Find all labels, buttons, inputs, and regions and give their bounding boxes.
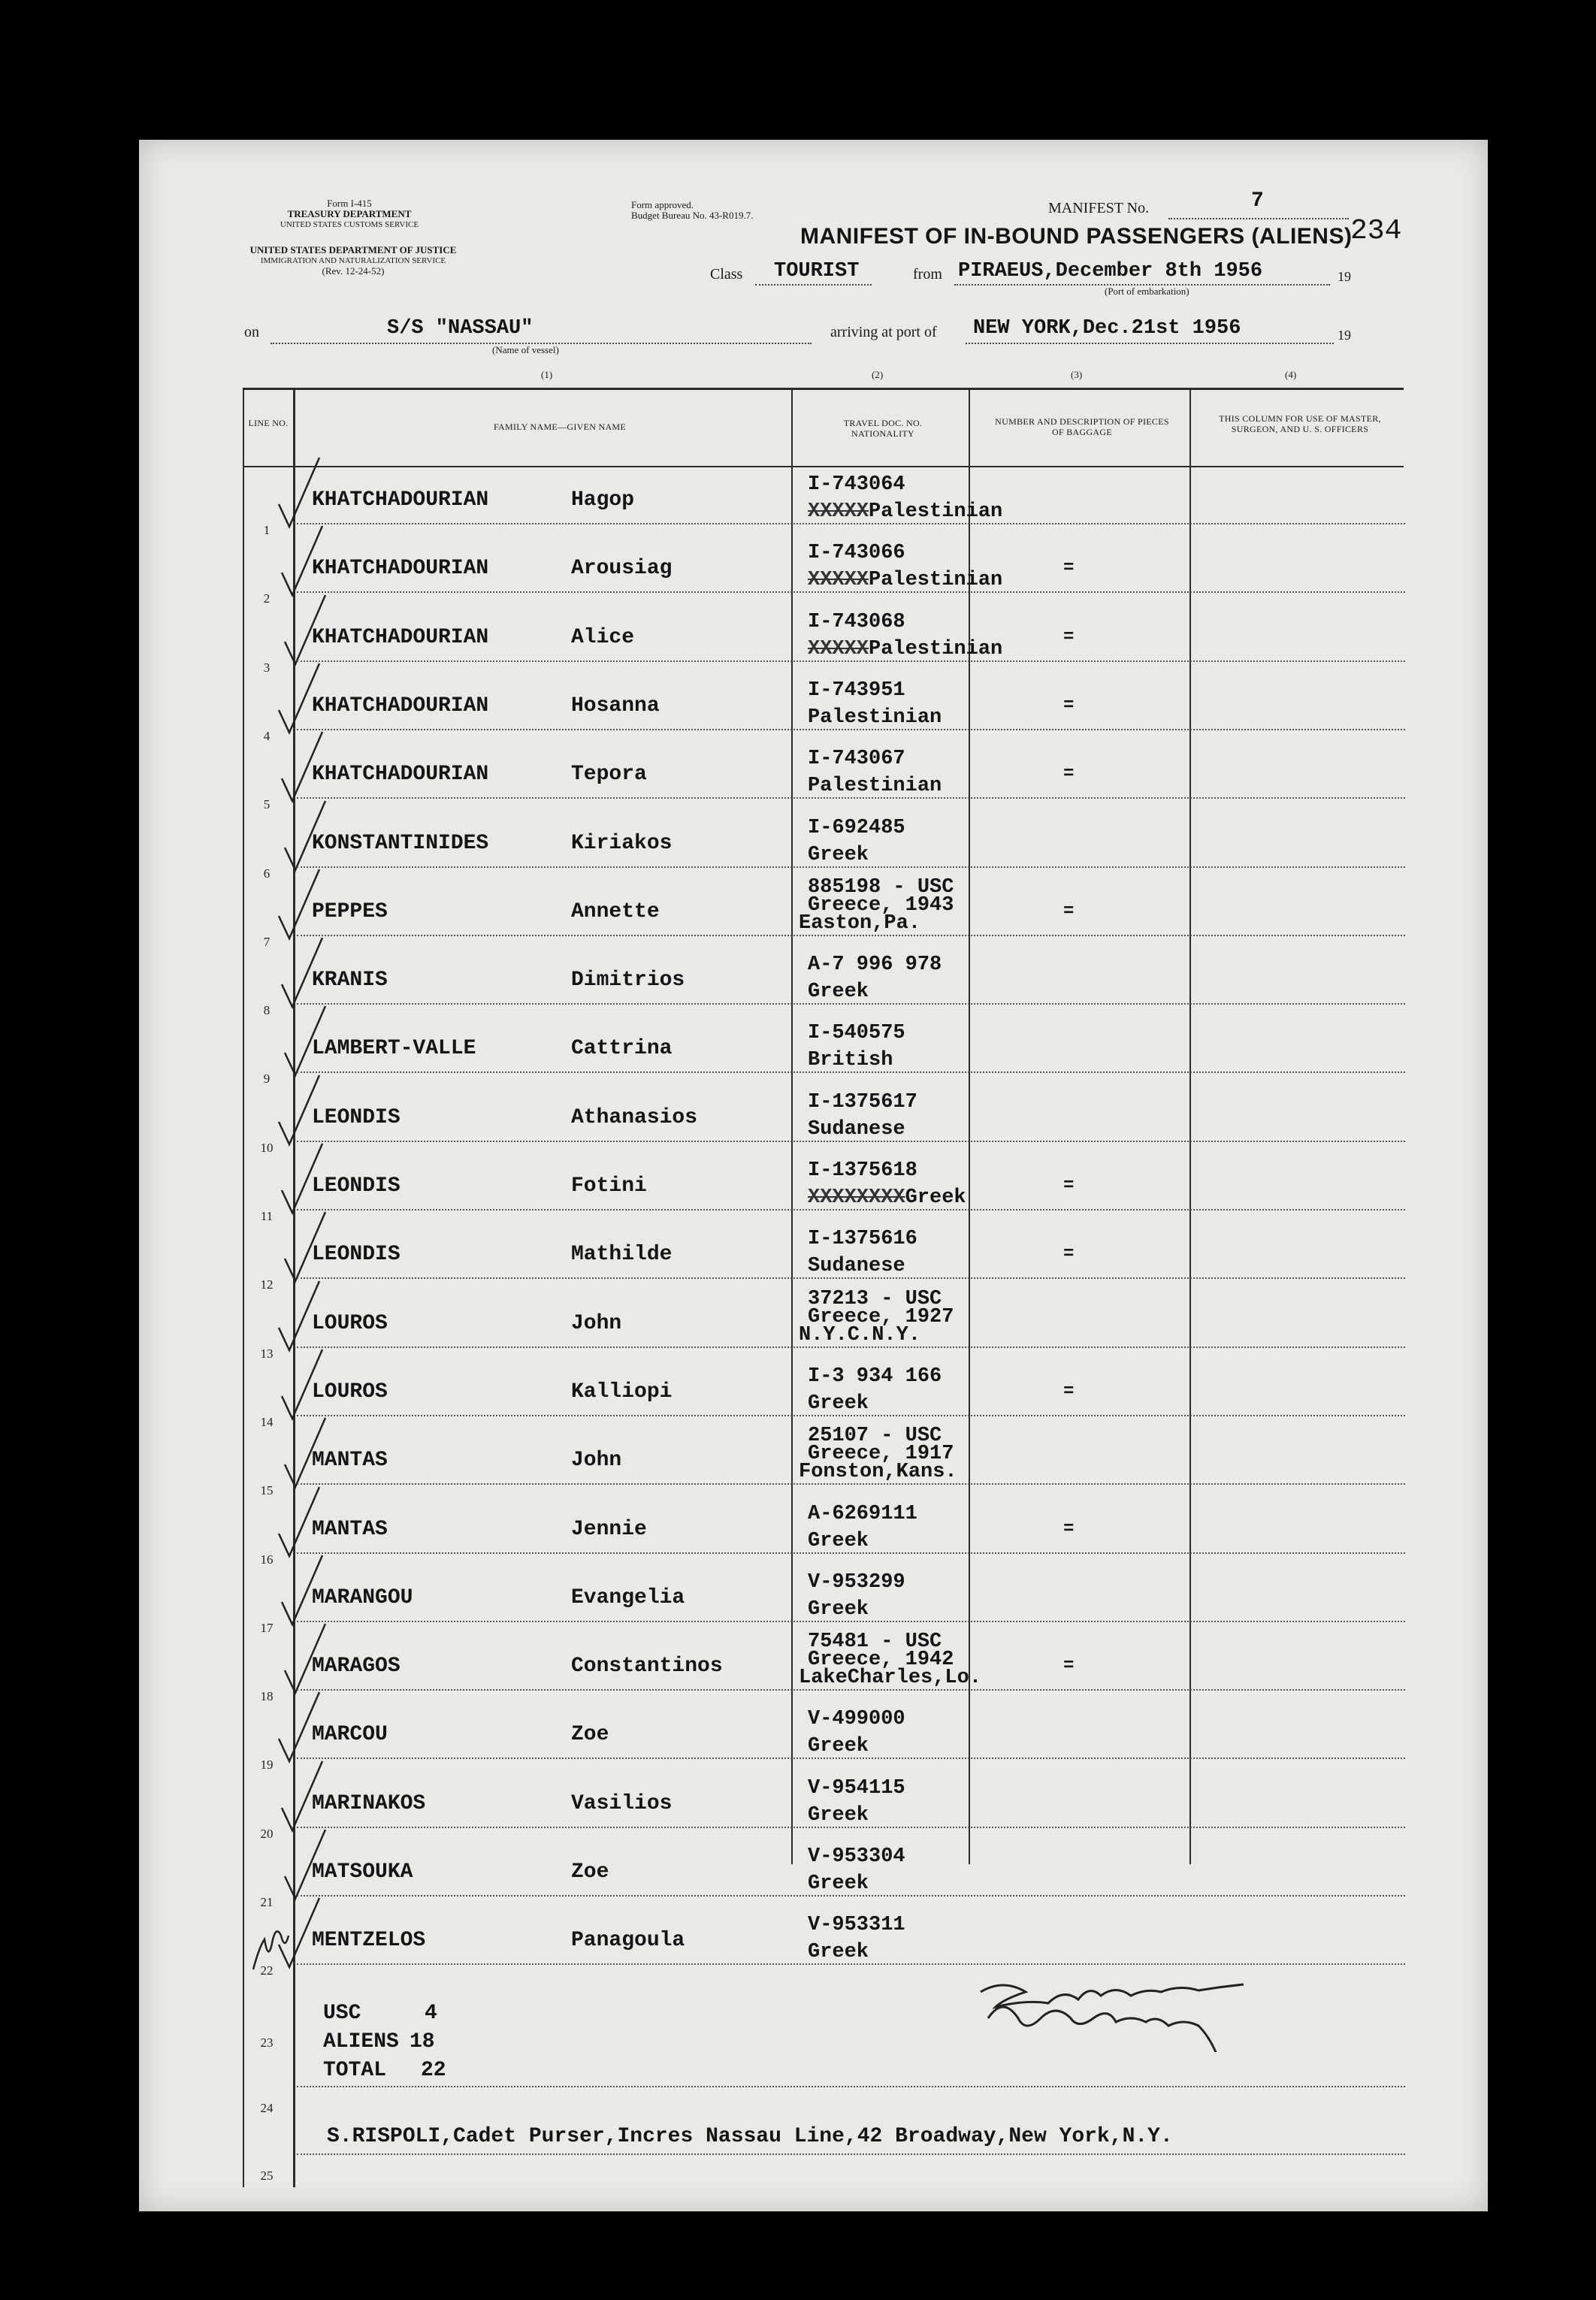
nationality: Palestinian xyxy=(869,500,1003,523)
family-name: LAMBERT-VALLE xyxy=(312,1037,476,1061)
col-number-2: (2) xyxy=(872,369,884,380)
approval-block xyxy=(631,200,753,221)
family-name: LOUROS xyxy=(312,1380,388,1404)
given-name: Dimitrios xyxy=(571,969,685,993)
given-name: Panagoula xyxy=(571,1929,685,1953)
family-name: LEONDIS xyxy=(312,1174,401,1198)
row-rule xyxy=(297,660,1405,662)
summary-total-label: TOTAL xyxy=(323,2059,387,2082)
travel-doc-number: I-743064 xyxy=(808,473,905,496)
family-name: MANTAS xyxy=(312,1517,388,1541)
row-rule xyxy=(297,729,1405,730)
travel-doc-number: I-743068 xyxy=(808,610,905,633)
from-year-suffix: 19 xyxy=(1338,269,1351,284)
given-name: Arousiag xyxy=(571,557,673,581)
row-rule xyxy=(297,1895,1405,1897)
given-name: Fotini xyxy=(571,1174,647,1198)
family-name: PEPPES xyxy=(312,899,388,923)
family-name: MARANGOU xyxy=(312,1585,413,1609)
nationality: Greek xyxy=(905,1186,966,1209)
baggage-ditto-mark: = xyxy=(1063,695,1075,716)
family-name: MANTAS xyxy=(312,1449,388,1473)
family-name: MATSOUKA xyxy=(312,1860,413,1884)
row-rule xyxy=(297,935,1405,936)
row-rule xyxy=(297,1621,1405,1622)
baggage-officers-divider xyxy=(1189,388,1191,1864)
line-number: 13 xyxy=(260,1346,274,1361)
name-doc-divider xyxy=(791,388,793,1864)
given-name: Alice xyxy=(571,625,635,649)
family-name: MARINAKOS xyxy=(312,1791,426,1815)
table-top-rule xyxy=(243,388,1404,390)
col-header-officers: THIS COLUMN FOR USE OF MASTER, SURGEON, AND U. S. OFFICERS xyxy=(1219,413,1381,434)
summary-aliens-value: 18 xyxy=(410,2030,435,2054)
travel-doc-number: I-1375616 xyxy=(808,1228,917,1251)
travel-doc-number: V-954115 xyxy=(808,1776,905,1800)
baggage-ditto-mark: = xyxy=(1063,901,1075,922)
line-number-24: 24 xyxy=(260,2101,274,2115)
naturalization-place: LakeCharles,Lo. xyxy=(799,1667,982,1690)
family-name: KONSTANTINIDES xyxy=(312,831,489,855)
line-number: 2 xyxy=(263,591,271,606)
col-number-4: (4) xyxy=(1285,369,1297,380)
nationality: Palestinian xyxy=(869,637,1003,660)
arrival-rule xyxy=(966,343,1334,344)
nationality: Greek xyxy=(808,1735,869,1758)
nationality: Palestinian xyxy=(869,569,1003,592)
given-name: Zoe xyxy=(571,1723,609,1747)
family-name: KHATCHADOURIAN xyxy=(312,625,489,649)
travel-doc-number: I-540575 xyxy=(808,1022,905,1045)
given-name: Mathilde xyxy=(571,1243,673,1267)
summary-total-value: 22 xyxy=(421,2059,446,2082)
form-header-left xyxy=(244,198,455,230)
line-number: 10 xyxy=(260,1140,274,1155)
baggage-ditto-mark: = xyxy=(1063,1381,1075,1402)
baggage-ditto-mark: = xyxy=(1063,627,1075,648)
family-name: LEONDIS xyxy=(312,1105,401,1129)
given-name: Hagop xyxy=(571,488,635,512)
row-rule xyxy=(297,1141,1405,1142)
family-name: KHATCHADOURIAN xyxy=(312,763,489,787)
justice-dept-block xyxy=(244,245,462,277)
given-name: Cattrina xyxy=(571,1037,673,1061)
manifest-no-value: 7 xyxy=(1251,189,1264,213)
form-rev: (Rev. 12-24-52) xyxy=(322,265,385,277)
arrival-value: NEW YORK,Dec.21st 1956 xyxy=(973,317,1241,340)
nationality: Greek xyxy=(808,1803,869,1827)
row-rule xyxy=(297,1277,1405,1279)
travel-doc-number: I-743067 xyxy=(808,748,905,771)
given-name: Kalliopi xyxy=(571,1380,673,1404)
line-number-23: 23 xyxy=(260,2036,274,2050)
travel-doc-number: V-953299 xyxy=(808,1570,905,1594)
summary-aliens-label: ALIENS xyxy=(323,2030,399,2054)
col-header-travel-doc: TRAVEL DOC. NO. NATIONALITY xyxy=(843,418,923,439)
margin-initials-mark xyxy=(246,1928,298,1981)
given-name: Constantinos xyxy=(571,1655,723,1679)
class-rule xyxy=(755,284,872,286)
travel-doc-number: V-499000 xyxy=(808,1708,905,1731)
given-name: Kiriakos xyxy=(571,831,673,855)
row-rule xyxy=(297,1757,1405,1759)
vessel-name: S/S "NASSAU" xyxy=(387,317,534,340)
budget-bureau: Budget Bureau No. 43-R019.7. xyxy=(631,210,754,221)
nationality-place: Greece, 1917 xyxy=(808,1443,954,1466)
naturalization-place: N.Y.C.N.Y. xyxy=(799,1323,921,1346)
travel-doc-number: I-692485 xyxy=(808,816,905,839)
line-number: 18 xyxy=(260,1689,274,1704)
given-name: Hosanna xyxy=(571,694,660,718)
line-number: 3 xyxy=(263,660,271,675)
row-rule xyxy=(297,591,1405,593)
table-header-rule xyxy=(243,466,1404,467)
travel-doc-number: V-953304 xyxy=(808,1845,905,1868)
col-header-name: FAMILY NAME—GIVEN NAME xyxy=(493,422,627,432)
given-name: Athanasios xyxy=(571,1105,698,1129)
nationality: Palestinian xyxy=(808,775,942,798)
vessel-caption: (Name of vessel) xyxy=(492,344,559,355)
line-number: 20 xyxy=(260,1826,274,1841)
line-number: 7 xyxy=(263,934,271,949)
page-stamp: 234 xyxy=(1350,215,1402,247)
travel-doc-number: A-7 996 978 xyxy=(808,954,942,977)
nationality: Greek xyxy=(808,1392,869,1415)
row-rule xyxy=(297,1346,1405,1348)
line-number: 17 xyxy=(260,1620,274,1635)
baggage-ditto-mark: = xyxy=(1063,1176,1075,1196)
col-header-baggage: NUMBER AND DESCRIPTION OF PIECES OF BAGGAGE xyxy=(995,416,1169,437)
nationality: Palestinian xyxy=(808,706,942,729)
class-value: TOURIST xyxy=(774,260,860,283)
family-name: MARCOU xyxy=(312,1723,388,1747)
line-number: 15 xyxy=(260,1483,274,1498)
baggage-ditto-mark: = xyxy=(1063,764,1075,785)
form-number: Form I-415 xyxy=(327,198,372,209)
family-name: MARAGOS xyxy=(312,1655,401,1679)
nationality: Greek xyxy=(808,1529,869,1552)
class-label: Class xyxy=(710,266,743,283)
travel-doc-number: 885198 - USC xyxy=(808,875,954,899)
row-rule xyxy=(297,523,1405,524)
port-embark-caption: (Port of embarkation) xyxy=(1105,286,1189,297)
inspector-signature xyxy=(966,1962,1416,2052)
nationality: Greek xyxy=(808,981,869,1004)
line-number: 21 xyxy=(260,1895,274,1909)
on-label: on xyxy=(244,324,259,340)
baggage-ditto-mark: = xyxy=(1063,1656,1075,1677)
baggage-ditto-mark: = xyxy=(1063,558,1075,579)
travel-doc-number: I-743066 xyxy=(808,542,905,565)
given-name: John xyxy=(571,1449,622,1473)
row-rule xyxy=(297,1071,1405,1073)
line-number: 8 xyxy=(263,1003,271,1018)
row-rule xyxy=(297,1003,1405,1005)
from-value: PIRAEUS,December 8th 1956 xyxy=(958,260,1263,283)
row-rule xyxy=(297,1209,1405,1210)
nationality: Greek xyxy=(808,1597,869,1621)
given-name: Tepora xyxy=(571,763,647,787)
given-name: Zoe xyxy=(571,1860,609,1884)
arriving-label: arriving at port of xyxy=(830,324,937,340)
line-number: 4 xyxy=(263,728,271,743)
row-rule-24 xyxy=(297,2153,1405,2155)
given-name: Jennie xyxy=(571,1517,647,1541)
struck-nationality: XXXXX xyxy=(808,569,869,592)
baggage-ditto-mark: = xyxy=(1063,1519,1075,1540)
col-number-3: (3) xyxy=(1071,369,1083,380)
given-name: Evangelia xyxy=(571,1585,685,1609)
line-number: 9 xyxy=(263,1071,271,1087)
travel-doc-number: 25107 - USC xyxy=(808,1425,942,1448)
row-rule xyxy=(297,797,1405,799)
row-rule xyxy=(297,1689,1405,1691)
nationality-place: Greece, 1943 xyxy=(808,893,954,917)
nationality: Greek xyxy=(808,843,869,866)
family-name: KRANIS xyxy=(312,969,388,993)
nationality: Greek xyxy=(808,1941,869,1964)
line-number: 19 xyxy=(260,1757,274,1773)
family-name: KHATCHADOURIAN xyxy=(312,694,489,718)
summary-usc-label: USC xyxy=(323,2002,361,2025)
manifest-title: MANIFEST OF IN-BOUND PASSENGERS (ALIENS) xyxy=(800,224,1353,249)
nationality: Greek xyxy=(808,1872,869,1895)
baggage-ditto-mark: = xyxy=(1063,1244,1075,1265)
doc-baggage-divider xyxy=(969,388,970,1864)
row-rule xyxy=(297,1552,1405,1554)
summary-usc-value: 4 xyxy=(425,2002,437,2025)
row-rule-23 xyxy=(297,2086,1405,2087)
struck-nationality: XXXXX xyxy=(808,500,869,523)
naturalization-place: Easton,Pa. xyxy=(799,911,921,935)
line-number: 22 xyxy=(260,1963,274,1978)
treasury-dept: TREASURY DEPARTMENT xyxy=(287,208,412,219)
travel-doc-number: I-3 934 166 xyxy=(808,1365,942,1388)
arrival-year-suffix: 19 xyxy=(1338,328,1351,343)
customs-service: UNITED STATES CUSTOMS SERVICE xyxy=(280,220,419,229)
form-approved: Form approved. xyxy=(631,199,694,210)
line-number-25: 25 xyxy=(260,2169,274,2183)
family-name: KHATCHADOURIAN xyxy=(312,557,489,581)
manifest-page xyxy=(139,140,1488,2211)
line-number: 11 xyxy=(260,1209,274,1223)
struck-nationality: XXXXXXXX xyxy=(808,1186,905,1209)
col-header-line-no: LINE NO. xyxy=(248,418,289,428)
purser-footer: S.RISPOLI,Cadet Purser,Incres Nassau Line,42 Broadway,New York,N.Y. xyxy=(327,2125,1173,2148)
family-name: LEONDIS xyxy=(312,1243,401,1267)
naturalization-place: Fonston,Kans. xyxy=(799,1461,957,1484)
travel-doc-number: I-1375618 xyxy=(808,1159,917,1182)
line-number: 6 xyxy=(263,866,271,881)
row-rule xyxy=(297,1827,1405,1828)
manifest-no-label: MANIFEST No. xyxy=(1048,200,1150,216)
given-name: Vasilios xyxy=(571,1791,673,1815)
line-number: 16 xyxy=(260,1552,274,1567)
ins-service: IMMIGRATION AND NATURALIZATION SERVICE xyxy=(260,256,446,265)
given-name: Annette xyxy=(571,899,660,923)
nationality-place: Greece, 1927 xyxy=(808,1305,954,1328)
nationality: British xyxy=(808,1049,893,1072)
nationality-place: Greece, 1942 xyxy=(808,1649,954,1672)
line-number: 5 xyxy=(263,797,271,812)
nationality: Sudanese xyxy=(808,1117,905,1141)
nationality: Sudanese xyxy=(808,1255,905,1278)
struck-nationality: XXXXX xyxy=(808,637,869,660)
from-label: from xyxy=(913,266,942,283)
row-rule xyxy=(297,1415,1405,1416)
travel-doc-number: V-953311 xyxy=(808,1914,905,1937)
family-name: KHATCHADOURIAN xyxy=(312,488,489,512)
travel-doc-number: 75481 - USC xyxy=(808,1631,942,1654)
row-rule xyxy=(297,1483,1405,1485)
family-name: LOUROS xyxy=(312,1311,388,1335)
family-name: MENTZELOS xyxy=(312,1929,426,1953)
col-number-1: (1) xyxy=(541,369,553,380)
line-number: 1 xyxy=(263,523,271,537)
row-rule xyxy=(297,866,1405,868)
line-number: 12 xyxy=(260,1277,274,1292)
justice-dept: UNITED STATES DEPARTMENT OF JUSTICE xyxy=(249,244,457,255)
travel-doc-number: A-6269111 xyxy=(808,1502,917,1525)
line-number: 14 xyxy=(260,1414,274,1429)
travel-doc-number: 37213 - USC xyxy=(808,1287,942,1310)
manifest-no-rule xyxy=(1168,218,1349,219)
travel-doc-number: I-743951 xyxy=(808,679,905,702)
given-name: John xyxy=(571,1311,622,1335)
table-left-rule xyxy=(243,388,244,2187)
travel-doc-number: I-1375617 xyxy=(808,1090,917,1114)
